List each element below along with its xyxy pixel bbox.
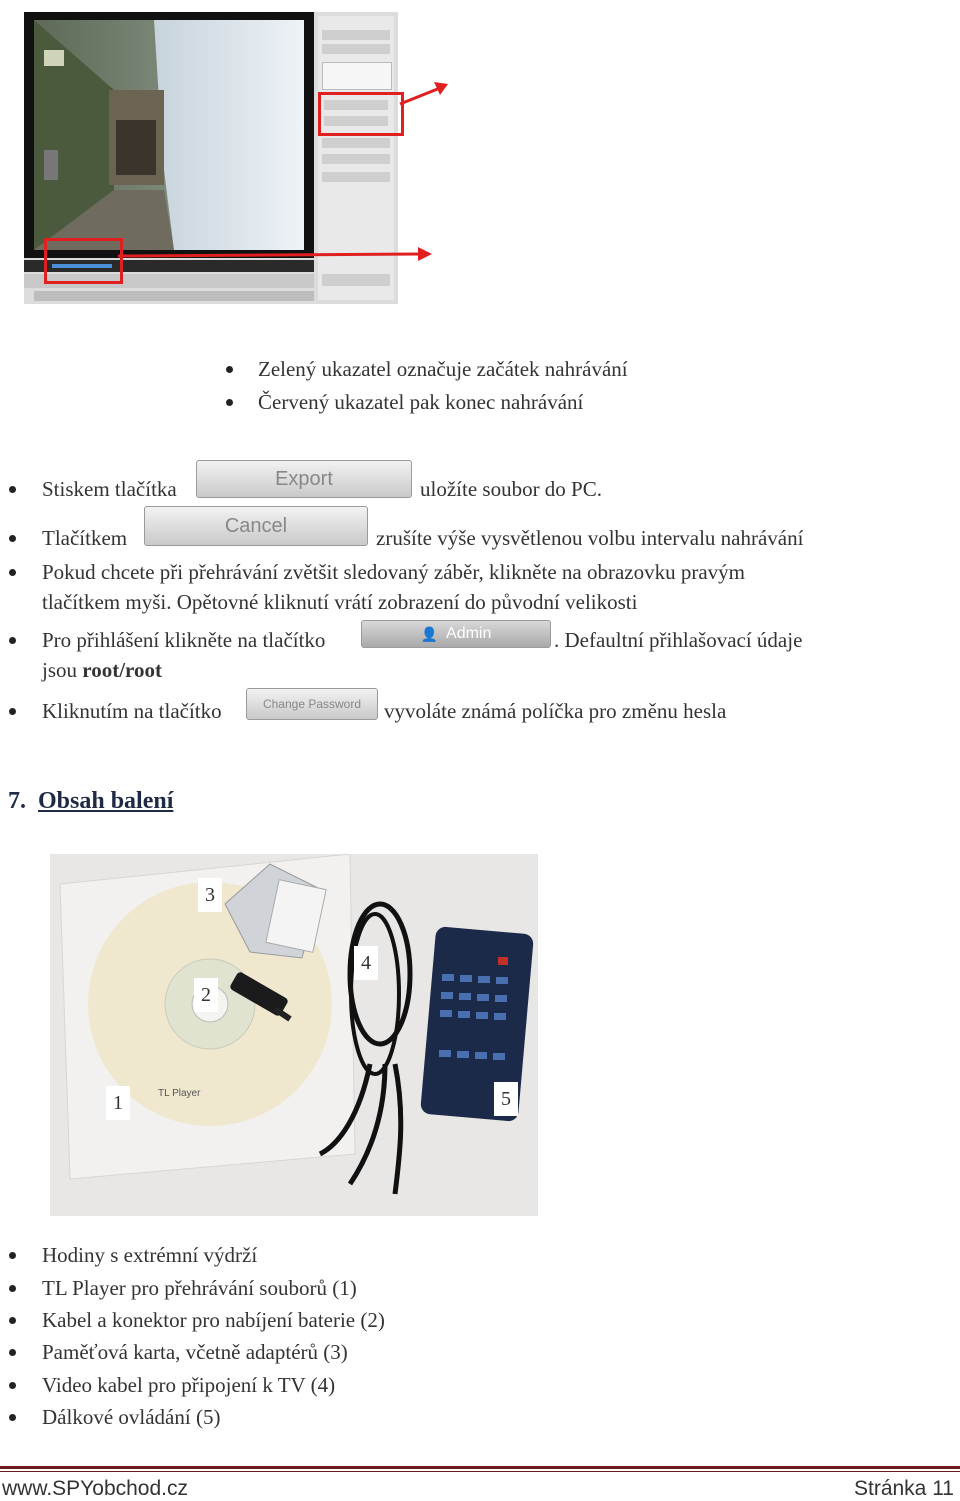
red-arrows	[0, 0, 960, 320]
bullet-dot	[9, 1317, 16, 1324]
bullet-dot	[9, 637, 16, 644]
contents-item: Video kabel pro připojení k TV (4)	[42, 1373, 336, 1397]
bullet-dot	[9, 569, 16, 576]
bullet-dot	[9, 535, 16, 542]
section-number: 7.	[8, 788, 26, 814]
contents-item: TL Player pro přehrávání souborů (1)	[42, 1276, 357, 1300]
bullet-dot	[9, 1252, 16, 1259]
bullet-dot	[9, 1414, 16, 1421]
bullet-green-marker: Zelený ukazatel označuje začátek nahrávání	[258, 357, 628, 381]
bullet-dot	[9, 1382, 16, 1389]
footer-page-number: Stránka 11	[853, 1477, 954, 1500]
photo-label-4: 4	[354, 946, 378, 980]
zoom-text-line1: Pokud chcete při přehrávání zvětšit sledovaný záběr, klikněte na obrazovku pravým	[42, 560, 745, 584]
footer-rule	[0, 1466, 960, 1469]
bullet-dot	[9, 708, 16, 715]
section-heading	[8, 788, 173, 815]
password-text-after: vyvoláte známá políčka pro změnu hesla	[384, 699, 727, 723]
photo-label-3: 3	[198, 878, 222, 912]
contents-item: Kabel a konektor pro nabíjení baterie (2)	[42, 1308, 385, 1332]
export-text-after: uložíte soubor do PC.	[420, 477, 602, 501]
user-icon: 👤	[420, 625, 439, 642]
photo-label-1: 1	[106, 1086, 130, 1120]
package-photo	[50, 854, 538, 1216]
export-button[interactable]: Export	[196, 460, 412, 498]
admin-button[interactable]	[361, 620, 551, 648]
bullet-dot	[9, 1349, 16, 1356]
cd-label: TL Player	[158, 1088, 201, 1099]
bullet-dot	[9, 1285, 16, 1292]
photo-illustration	[50, 854, 538, 1216]
cancel-text-after: zrušíte výše vysvětlenou volbu intervalu nahrávání	[376, 526, 804, 550]
export-text-before: Stiskem tlačítka	[42, 477, 177, 501]
admin-credentials-line: jsou root/root	[42, 658, 162, 682]
section-title: Obsah balení	[38, 788, 174, 814]
bullet-dot	[226, 366, 233, 373]
bullet-red-marker: Červený ukazatel pak konec nahrávání	[258, 390, 584, 414]
contents-item: Paměťová karta, včetně adaptérů (3)	[42, 1340, 348, 1364]
password-text-before: Kliknutím na tlačítko	[42, 699, 222, 723]
photo-label-5: 5	[494, 1082, 518, 1116]
footer-rule-thin	[0, 1471, 960, 1472]
admin-button-label: Admin	[446, 625, 492, 642]
bullet-dot	[9, 486, 16, 493]
contents-item: Dálkové ovládání (5)	[42, 1405, 221, 1429]
bullet-dot	[226, 399, 233, 406]
cancel-text-before: Tlačítkem	[42, 526, 128, 550]
change-password-button[interactable]: Change Password	[246, 688, 378, 720]
photo-label-2: 2	[194, 978, 218, 1012]
default-credentials: root/root	[82, 658, 162, 682]
footer-url[interactable]: www.SPYobchod.cz	[2, 1477, 188, 1500]
cancel-button[interactable]: Cancel	[144, 506, 368, 546]
zoom-text-line2: tlačítkem myši. Opětovné kliknutí vrátí zobrazení do původní velikosti	[42, 590, 638, 614]
admin-text-after: . Defaultní přihlašovací údaje	[554, 628, 803, 652]
contents-item: Hodiny s extrémní výdrží	[42, 1243, 258, 1267]
admin-text-before: Pro přihlášení klikněte na tlačítko	[42, 628, 326, 652]
